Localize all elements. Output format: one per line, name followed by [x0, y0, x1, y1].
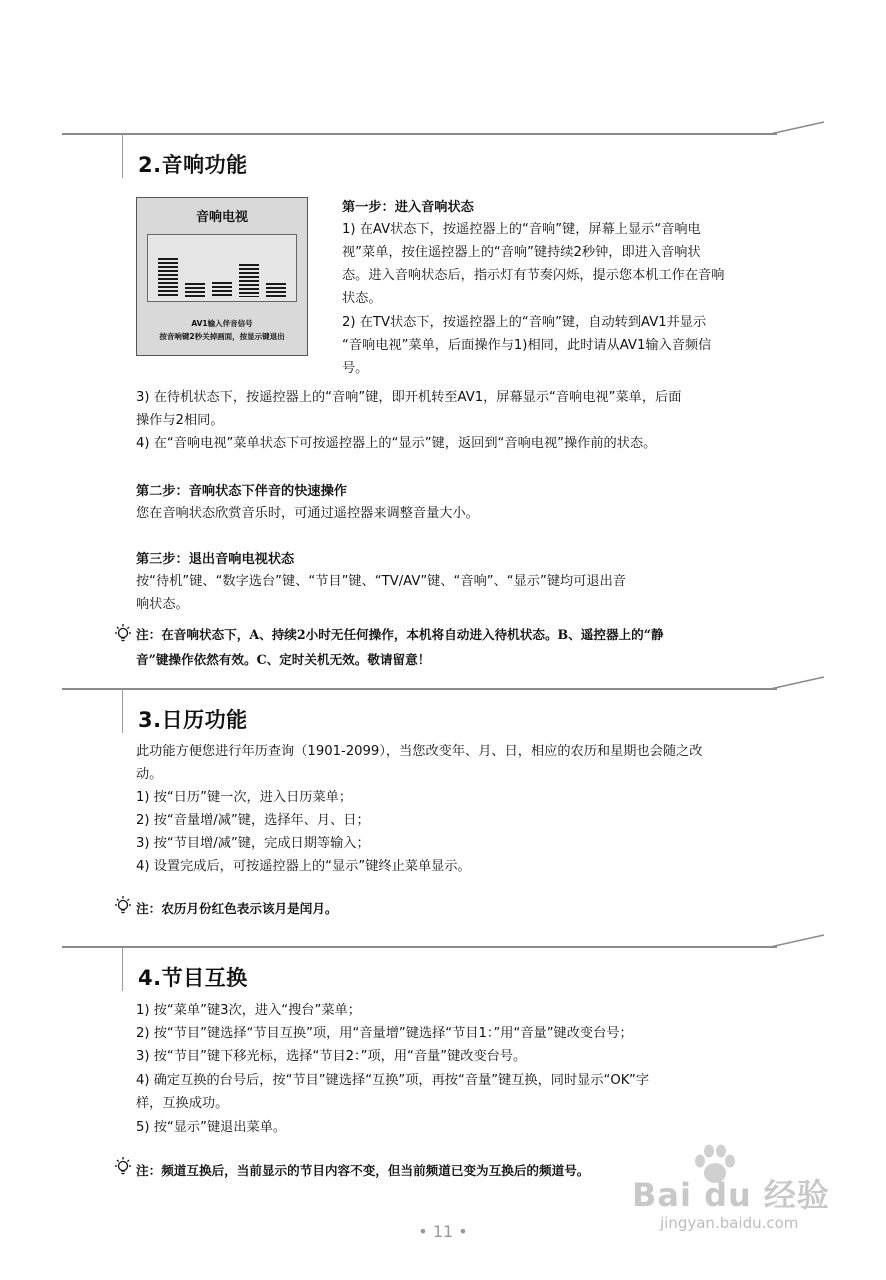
lightbulb-icon: [113, 895, 133, 917]
calendar-line-5: 3) 按“节目增/减”键，完成日期等输入；: [136, 836, 370, 851]
audio-note-line-1: 注：在音响状态下，A、持续2小时无任何操作，本机将自动进入待机状态。B、遥控器上的“静: [136, 627, 664, 642]
equalizer-screen: [147, 234, 297, 302]
section-rule-left: [62, 946, 122, 948]
equalizer-bar: [212, 282, 232, 297]
step1-line-5: 2) 在TV状态下，按遥控器上的“音响”键，自动转到AV1并显示: [342, 315, 707, 330]
page-number: • 11 •: [418, 1222, 468, 1241]
step1-line-7: 号。: [342, 361, 369, 376]
calendar-line-4: 2) 按“音量增/减”键，选择年、月、日；: [136, 813, 370, 828]
swap-line-6: 5) 按“显示”键退出菜单。: [136, 1120, 287, 1135]
section-vrule: [122, 133, 123, 178]
step2-heading: 第二步：音响状态下伴音的快速操作: [136, 484, 347, 499]
step1-line-8: 3) 在待机状态下，按遥控器上的“音响”键，即开机转至AV1，屏幕显示“音响电视”菜单，后面: [136, 390, 682, 405]
section-rule: [122, 946, 777, 948]
swap-line-2: 2) 按“节目”键选择“节目互换”项，用“音量增”键选择“节目1：”用“音量”键改变台号；: [136, 1026, 633, 1041]
swap-line-5: 样，互换成功。: [136, 1096, 229, 1111]
lightbulb-icon: [113, 1156, 133, 1178]
step3-heading: 第三步：退出音响电视状态: [136, 552, 295, 567]
section-rule: [122, 133, 777, 135]
equalizer-bar: [158, 258, 178, 297]
equalizer-bar: [266, 283, 286, 297]
calendar-line-1: 此功能方便您进行年历查询（1901-2099），当您改变年、月、日，相应的农历和星期也会随之改: [136, 744, 703, 759]
step1-line-6: “音响电视”菜单，后面操作与1)相同，此时请从AV1输入音频信: [342, 338, 712, 353]
tv-caption-2: 按音响键2秒关掉画面，按显示键退出: [159, 332, 285, 341]
watermark-url: jingyan.baidu.com: [660, 1214, 799, 1232]
calendar-line-2: 动。: [136, 767, 163, 782]
step1-line-10: 4) 在“音响电视”菜单状态下可按遥控器上的“显示”键，返回到“音响电视”操作前的状态。: [136, 436, 657, 451]
step1-heading: 第一步：进入音响状态: [342, 200, 474, 215]
watermark-brand: Bai du 经验: [632, 1176, 830, 1214]
section-title-audio: 2.音响功能: [138, 153, 248, 177]
swap-line-1: 1) 按“菜单”键3次，进入“搜台”菜单；: [136, 1003, 361, 1018]
rule-slash: [770, 933, 826, 949]
rule-slash: [770, 675, 826, 691]
calendar-line-3: 1) 按“日历”键一次，进入日历菜单；: [136, 790, 353, 805]
tv-menu-title: 音响电视: [195, 210, 248, 225]
section-rule-left: [62, 133, 122, 135]
step3-line-1: 按“待机”键、“数字选台”键、“节目”键、“TV/AV”键、“音响”、“显示”键均可退出音: [136, 574, 626, 589]
step2-text: 您在音响状态欣赏音乐时，可通过遥控器来调整音量大小。: [136, 506, 479, 521]
swap-note: 注：频道互换后，当前显示的节目内容不变，但当前频道已变为互换后的频道号。: [136, 1163, 590, 1178]
audio-tv-illustration: [136, 197, 308, 356]
equalizer-bar: [239, 264, 259, 297]
section-vrule: [122, 688, 123, 733]
lightbulb-icon: [113, 623, 133, 645]
calendar-note: 注：农历月份红色表示该月是闰月。: [136, 901, 338, 916]
step1-line-2: 视”菜单，按住遥控器上的“音响”键持续2秒钟，即进入音响状: [342, 245, 701, 260]
section-rule: [122, 688, 777, 690]
step3-line-2: 响状态。: [136, 597, 189, 612]
swap-line-4: 4) 确定互换的台号后，按“节目”键选择“互换”项，再按“音量”键互换，同时显示“OK”字: [136, 1073, 650, 1088]
swap-line-3: 3) 按“节目”键下移光标，选择“节目2：”项，用“音量”键改变台号。: [136, 1049, 527, 1064]
section-title-calendar: 3.日历功能: [138, 708, 248, 732]
section-title-program-swap: 4.节目互换: [138, 966, 248, 990]
equalizer-bar: [185, 283, 205, 297]
step1-line-3: 态。进入音响状态后，指示灯有节奏闪烁，提示您本机工作在音响: [342, 268, 725, 283]
tv-caption-1: AV1输入伴音信号: [191, 319, 253, 328]
step1-line-9: 操作与2相同。: [136, 413, 224, 428]
rule-slash: [770, 120, 826, 136]
section-vrule: [122, 946, 123, 991]
step1-line-4: 状态。: [342, 291, 382, 306]
audio-note-line-2: 音”键操作依然有效。C、定时关机无效。敬请留意！: [136, 652, 431, 667]
step1-line-1: 1) 在AV状态下，按遥控器上的“音响”键，屏幕上显示“音响电: [342, 222, 701, 237]
calendar-line-6: 4) 设置完成后，可按遥控器上的“显示”键终止菜单显示。: [136, 859, 471, 874]
section-rule-left: [62, 688, 122, 690]
